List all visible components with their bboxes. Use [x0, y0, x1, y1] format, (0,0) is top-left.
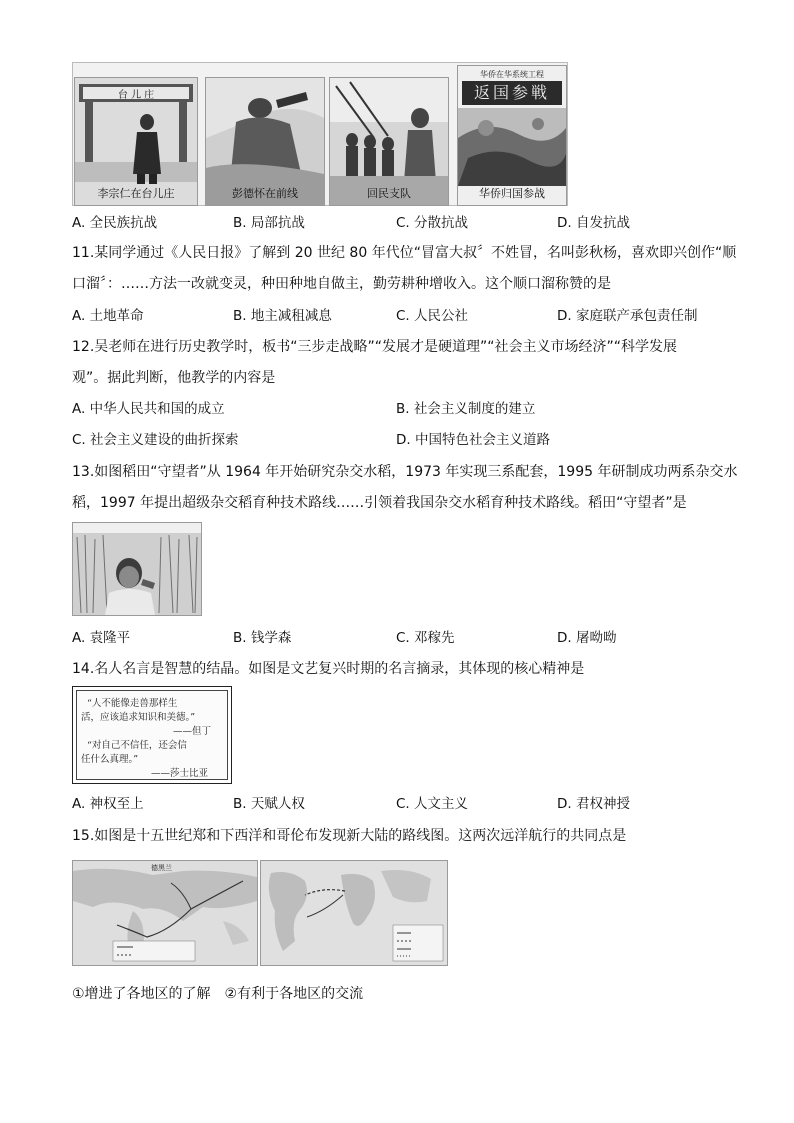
- q12-option-d[interactable]: D. 中国特色社会主义道路: [396, 432, 550, 448]
- q10-option-c[interactable]: C. 分散抗战: [396, 215, 469, 231]
- photo-overseas-chinese-caption: 华侨归国参战: [479, 187, 545, 200]
- q11-stem-line2: 口溜〞：……方法一改就变灵，种田种地自做主，勤劳耕种增收入。这个顺口溜称赞的是: [72, 276, 611, 292]
- quote-author-2: ——莎士比亚: [151, 768, 209, 779]
- q11-option-a[interactable]: A. 土地革命: [72, 308, 144, 324]
- quote-line-1: “人不能像走兽那样生: [87, 698, 178, 709]
- quote-line-3: “对自己不信任，还会信: [87, 740, 187, 751]
- columbus-route-map: [260, 860, 448, 966]
- q12-stem-line2: 观”。据此判断，他教学的内容是: [72, 370, 276, 386]
- photo-hui-detachment-caption: 回民支队: [367, 187, 411, 200]
- q14-option-c[interactable]: C. 人文主义: [396, 796, 469, 812]
- q11-option-b[interactable]: B. 地主减租减息: [233, 308, 332, 324]
- rice-field-image: [73, 523, 201, 615]
- photo-peng-dehuai-caption: 彭德怀在前线: [232, 187, 298, 200]
- quote-author-1: ——但丁: [173, 726, 212, 737]
- q13-option-a[interactable]: A. 袁隆平: [72, 630, 131, 646]
- photo-peng-dehuai: [205, 77, 325, 206]
- photo-overseas-chinese: [457, 65, 567, 206]
- q11-option-c[interactable]: C. 人民公社: [396, 308, 469, 324]
- photo-strip: [72, 62, 568, 206]
- q12-option-b[interactable]: B. 社会主义制度的建立: [396, 401, 536, 417]
- photo-overseas-chinese-small-title: 华侨在华系统工程: [480, 70, 544, 79]
- q10-option-a[interactable]: A. 全民族抗战: [72, 215, 158, 231]
- q10-option-b[interactable]: B. 局部抗战: [233, 215, 305, 231]
- q13-option-d[interactable]: D. 屠呦呦: [557, 630, 617, 646]
- q14-option-d[interactable]: D. 君权神授: [557, 796, 630, 812]
- photo-li-zongren-caption: 李宗仁在台儿庄: [97, 187, 175, 200]
- q13-stem-line2: 稻，1997 年提出超级杂交稻育种技术路线……引领着我国杂交水稻育种技术路线。稻田“守望者”是: [72, 495, 687, 511]
- q12-option-a[interactable]: A. 中华人民共和国的成立: [72, 401, 225, 417]
- zheng-he-route-map: [72, 860, 258, 966]
- q11-option-d[interactable]: D. 家庭联产承包责任制: [557, 308, 698, 324]
- zheng-he-route-map-image: [73, 861, 257, 965]
- renaissance-quote-box: [72, 686, 232, 784]
- q14-option-a[interactable]: A. 神权至上: [72, 796, 144, 812]
- q10-option-d[interactable]: D. 自发抗战: [557, 215, 630, 231]
- map-label-tehran: 德黑兰: [151, 864, 172, 872]
- photo-li-zongren-sign: 台 儿 庄: [117, 90, 155, 101]
- photo-overseas-chinese-banner: 返国参戦: [462, 81, 562, 105]
- q15-statements: ①增进了各地区的了解 ②有利于各地区的交流: [72, 986, 364, 1002]
- q13-stem-line1: 13.如图稻田“守望者”从 1964 年开始研究杂交水稻，1973 年实现三系配套，1995 年研制成功两系杂交水: [72, 464, 738, 480]
- quote-line-4: 任什么真理。”: [81, 754, 139, 765]
- photo-hui-detachment: [329, 77, 449, 206]
- quote-line-2: 活，应该追求知识和美德。”: [81, 712, 196, 723]
- q13-option-c[interactable]: C. 邓稼先: [396, 630, 455, 646]
- q12-option-c[interactable]: C. 社会主义建设的曲折探索: [72, 432, 239, 448]
- q14-stem-line1: 14.名人名言是智慧的结晶。如图是文艺复兴时期的名言摘录，其体现的核心精神是: [72, 661, 585, 677]
- q11-stem-line1: 11.某同学通过《人民日报》了解到 20 世纪 80 年代位“冒富大叔〞不姓冒，名叫彭秋杨，喜欢即兴创作“顺: [72, 245, 737, 261]
- q14-option-b[interactable]: B. 天赋人权: [233, 796, 305, 812]
- rice-field-photo: [72, 522, 202, 616]
- photo-li-zongren: [74, 77, 198, 206]
- q15-stem-line1: 15.如图是十五世纪郑和下西洋和哥伦布发现新大陆的路线图。这两次远洋航行的共同点是: [72, 828, 627, 844]
- q12-stem-line1: 12.吴老师在进行历史教学时，板书“三步走战略”“发展才是硬道理”“社会主义市场经济”“科学发展: [72, 339, 678, 355]
- photo-overseas-chinese-image: [458, 108, 566, 186]
- q13-option-b[interactable]: B. 钱学森: [233, 630, 292, 646]
- columbus-route-map-image: [261, 861, 447, 965]
